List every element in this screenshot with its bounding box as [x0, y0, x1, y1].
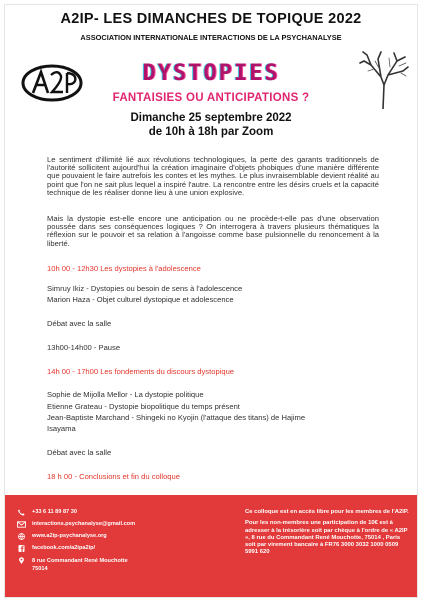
session-1-heading: 10h 00 - 12h30 Les dystopies à l'adolescence [47, 264, 201, 273]
event-title: DYSTOPIES [142, 61, 280, 86]
location-pin-icon [17, 557, 26, 564]
talk-5-continued: Isayama [47, 424, 76, 433]
talk-4: Etienne Grateau - Dystopie biopolitique du temps présent [47, 402, 240, 411]
talk-5: Jean-Baptiste Marchand - Shingeki no Kyojin (l'attaque des titans) de Hajime [47, 413, 306, 422]
contact-website[interactable] [17, 533, 107, 540]
access-info: Ce colloque est en accès libre pour les membres de l'A2IP. [245, 509, 409, 515]
participation-info [245, 509, 409, 561]
address-line-2: 75014 [32, 566, 48, 573]
website-url: www.a2ip-psychanalyse.org [32, 533, 107, 539]
facebook-url: facebook.com/a2ipa2ip/ [32, 545, 96, 551]
phone-icon [17, 509, 26, 516]
header-subtitle: ASSOCIATION INTERNATIONALE INTERACTIONS DE LA PSYCHANALYSE [80, 33, 342, 42]
flyer-page [4, 4, 418, 598]
facebook-icon [17, 545, 26, 552]
contact-email[interactable] [17, 521, 135, 528]
payment-info: Pour les non-membres une participation de 10€ est à adresser à la trésorière soit par chèque à l'ordre de « A2IP », 8 rue du Commandant René Mouchotte, 75014 , Paris soit par virement bancaire à FR76 3000 3032 1000 0509 5991 620 [245, 520, 408, 556]
session-2-heading: 14h 00 - 17h00 Les fondements du discours dystopique [47, 367, 235, 376]
talk-3: Sophie de Mijolla Mellor - La dystopie politique [47, 390, 204, 399]
intro-paragraph-1: Le sentiment d'illimité lié aux révolutions technologiques, la perte des garants traditionnels de l'autorité sollicitent aujourd'hui la création imaginaire d'objets phobiques d'une manière différente que pouvaient le faire autrefois les contes et les mythes. Le plus invraisemblable devient réalité au point que l'on ne sait plus lequel a inspiré l'autre. La rencontre entre les désirs cruels et la capacité technique de les réaliser donne lieu à une union explosive. [47, 155, 379, 197]
event-date: Dimanche 25 septembre 2022 [130, 112, 292, 124]
globe-icon [17, 533, 26, 540]
talk-2: Marion Haza - Objet culturel dystopique et adolescence [47, 295, 234, 304]
event-time: de 10h à 18h par Zoom [148, 126, 274, 138]
lunch-pause: 13h00-14h00 - Pause [47, 343, 121, 352]
email-address: interactions.psychanalyse@gmail.com [32, 521, 136, 527]
talk-1: Simruy Ikiz - Dystopies ou besoin de sens à l'adolescence [47, 284, 243, 293]
header-title: A2IP- LES DIMANCHES DE TOPIQUE 2022 [60, 11, 362, 27]
session-3-heading: 18 h 00 - Conclusions et fin du colloque [47, 472, 180, 481]
address-line-1: 8 rue Commandant René Mouchotte [32, 558, 128, 564]
contact-address [17, 557, 128, 573]
event-subtitle: FANTAISIES OU ANTICIPATIONS ? [112, 92, 310, 104]
envelope-icon [17, 521, 26, 528]
contact-phone[interactable] [17, 509, 77, 516]
contact-facebook[interactable] [17, 545, 95, 552]
debate-2: Débat avec la salle [47, 448, 112, 457]
phone-number: +33 6 11 89 87 30 [32, 509, 77, 515]
intro-paragraph-2: Mais la dystopie est-elle encore une anticipation ou ne procède-t-elle pas d'une observation poussée dans ses conséquences logiques ? On interrogera à travers plusieurs thématiques la réflexion sur le pouvoir et sa relation à l'angoisse comme base pulsionnelle du renoncement à la liberté. [47, 214, 379, 248]
footer-band [5, 495, 417, 598]
debate-1: Débat avec la salle [47, 319, 112, 328]
